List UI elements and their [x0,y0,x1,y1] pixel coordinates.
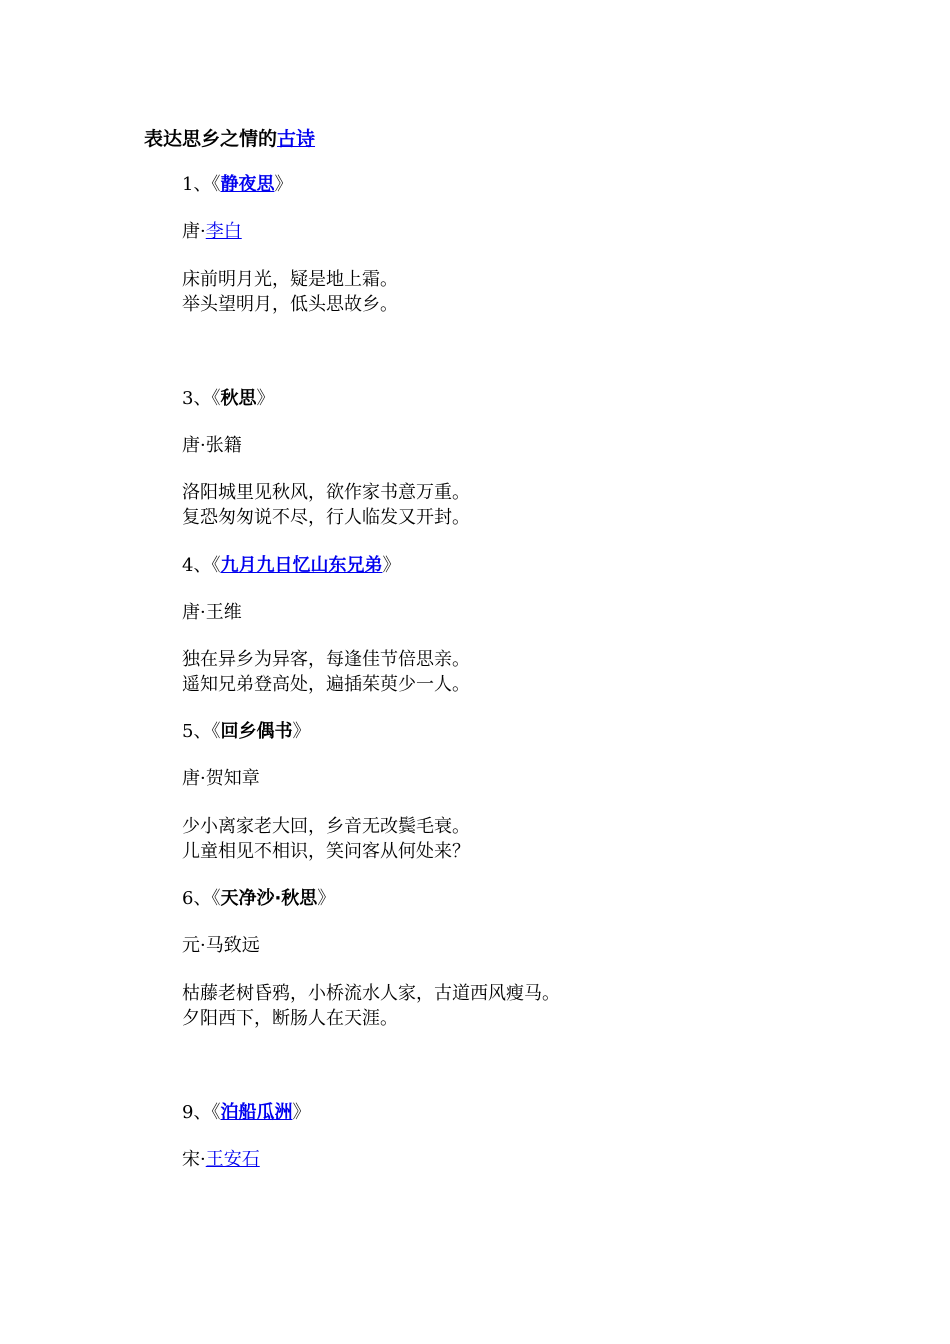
poem-dynasty: 宋· [182,1149,206,1170]
poem-title: 回乡偶书 [220,721,293,742]
poem-line: 夕阳西下，断肠人在天涯。 [182,1008,398,1029]
title-text: 表达思乡之情的 [144,128,278,150]
poem-title-close: 》 [274,174,293,195]
poem-number: 9、《 [182,1102,221,1123]
poem-dynasty: 唐· [182,768,206,789]
poem-heading [182,1101,310,1125]
poem-dynasty: 唐· [182,602,206,623]
poem-line: 复恐匆匆说不尽，行人临发又开封。 [182,507,470,528]
poem-number: 1、《 [182,174,221,195]
poem-dynasty: 唐· [182,221,206,242]
page-title [144,124,315,151]
poem-title-close: 》 [292,721,311,742]
poem-heading [182,887,335,911]
poem-title-link[interactable]: 泊船瓜洲 [220,1102,293,1123]
poem-heading [182,720,310,744]
title-link-gushi[interactable]: 古诗 [277,128,316,150]
poem-number: 4、《 [182,555,221,576]
poem-title-close: 》 [256,388,275,409]
poem-line: 洛阳城里见秋风，欲作家书意万重。 [182,482,470,503]
poem-title-link[interactable]: 静夜思 [220,174,275,195]
poem-byline [182,601,242,625]
poem-title-close: 》 [382,555,401,576]
poem-line: 独在异乡为异客，每逢佳节倍思亲。 [182,649,470,670]
poem-author: 贺知章 [205,768,260,789]
poem-line: 遥知兄弟登高处，遍插茱萸少一人。 [182,674,470,695]
poem-byline [182,434,242,458]
poem-line: 床前明月光，疑是地上霜。 [182,269,398,290]
poem-line: 少小离家老大回，乡音无改鬓毛衰。 [182,816,470,837]
poem-author: 王维 [205,602,242,623]
poem-byline [182,934,260,958]
poem-byline [182,1148,260,1172]
poem-author-link[interactable]: 王安石 [205,1149,260,1170]
poem-title: 秋思 [220,388,257,409]
poem-dynasty: 唐· [182,435,206,456]
poem-author-link[interactable]: 李白 [205,221,242,242]
poem-title-link[interactable]: 九月九日忆山东兄弟 [220,555,383,576]
poem-line: 举头望明月，低头思故乡。 [182,294,398,315]
poem-heading [182,173,292,197]
poem-byline [182,220,242,244]
poem-number: 6、《 [182,888,221,909]
poem-author: 马致远 [205,935,260,956]
poem-line: 枯藤老树昏鸦，小桥流水人家，古道西风瘦马。 [182,983,560,1004]
poem-heading [182,554,400,578]
poem-byline [182,767,260,791]
poem-title-close: 》 [317,888,336,909]
poem-number: 5、《 [182,721,221,742]
poem-number: 3、《 [182,388,221,409]
poem-dynasty: 元· [182,935,206,956]
poem-title-close: 》 [292,1102,311,1123]
poem-line: 儿童相见不相识，笑问客从何处来？ [182,841,470,862]
poem-title: 天净沙·秋思 [220,888,318,909]
poem-author: 张籍 [205,435,242,456]
poem-heading [182,387,274,411]
